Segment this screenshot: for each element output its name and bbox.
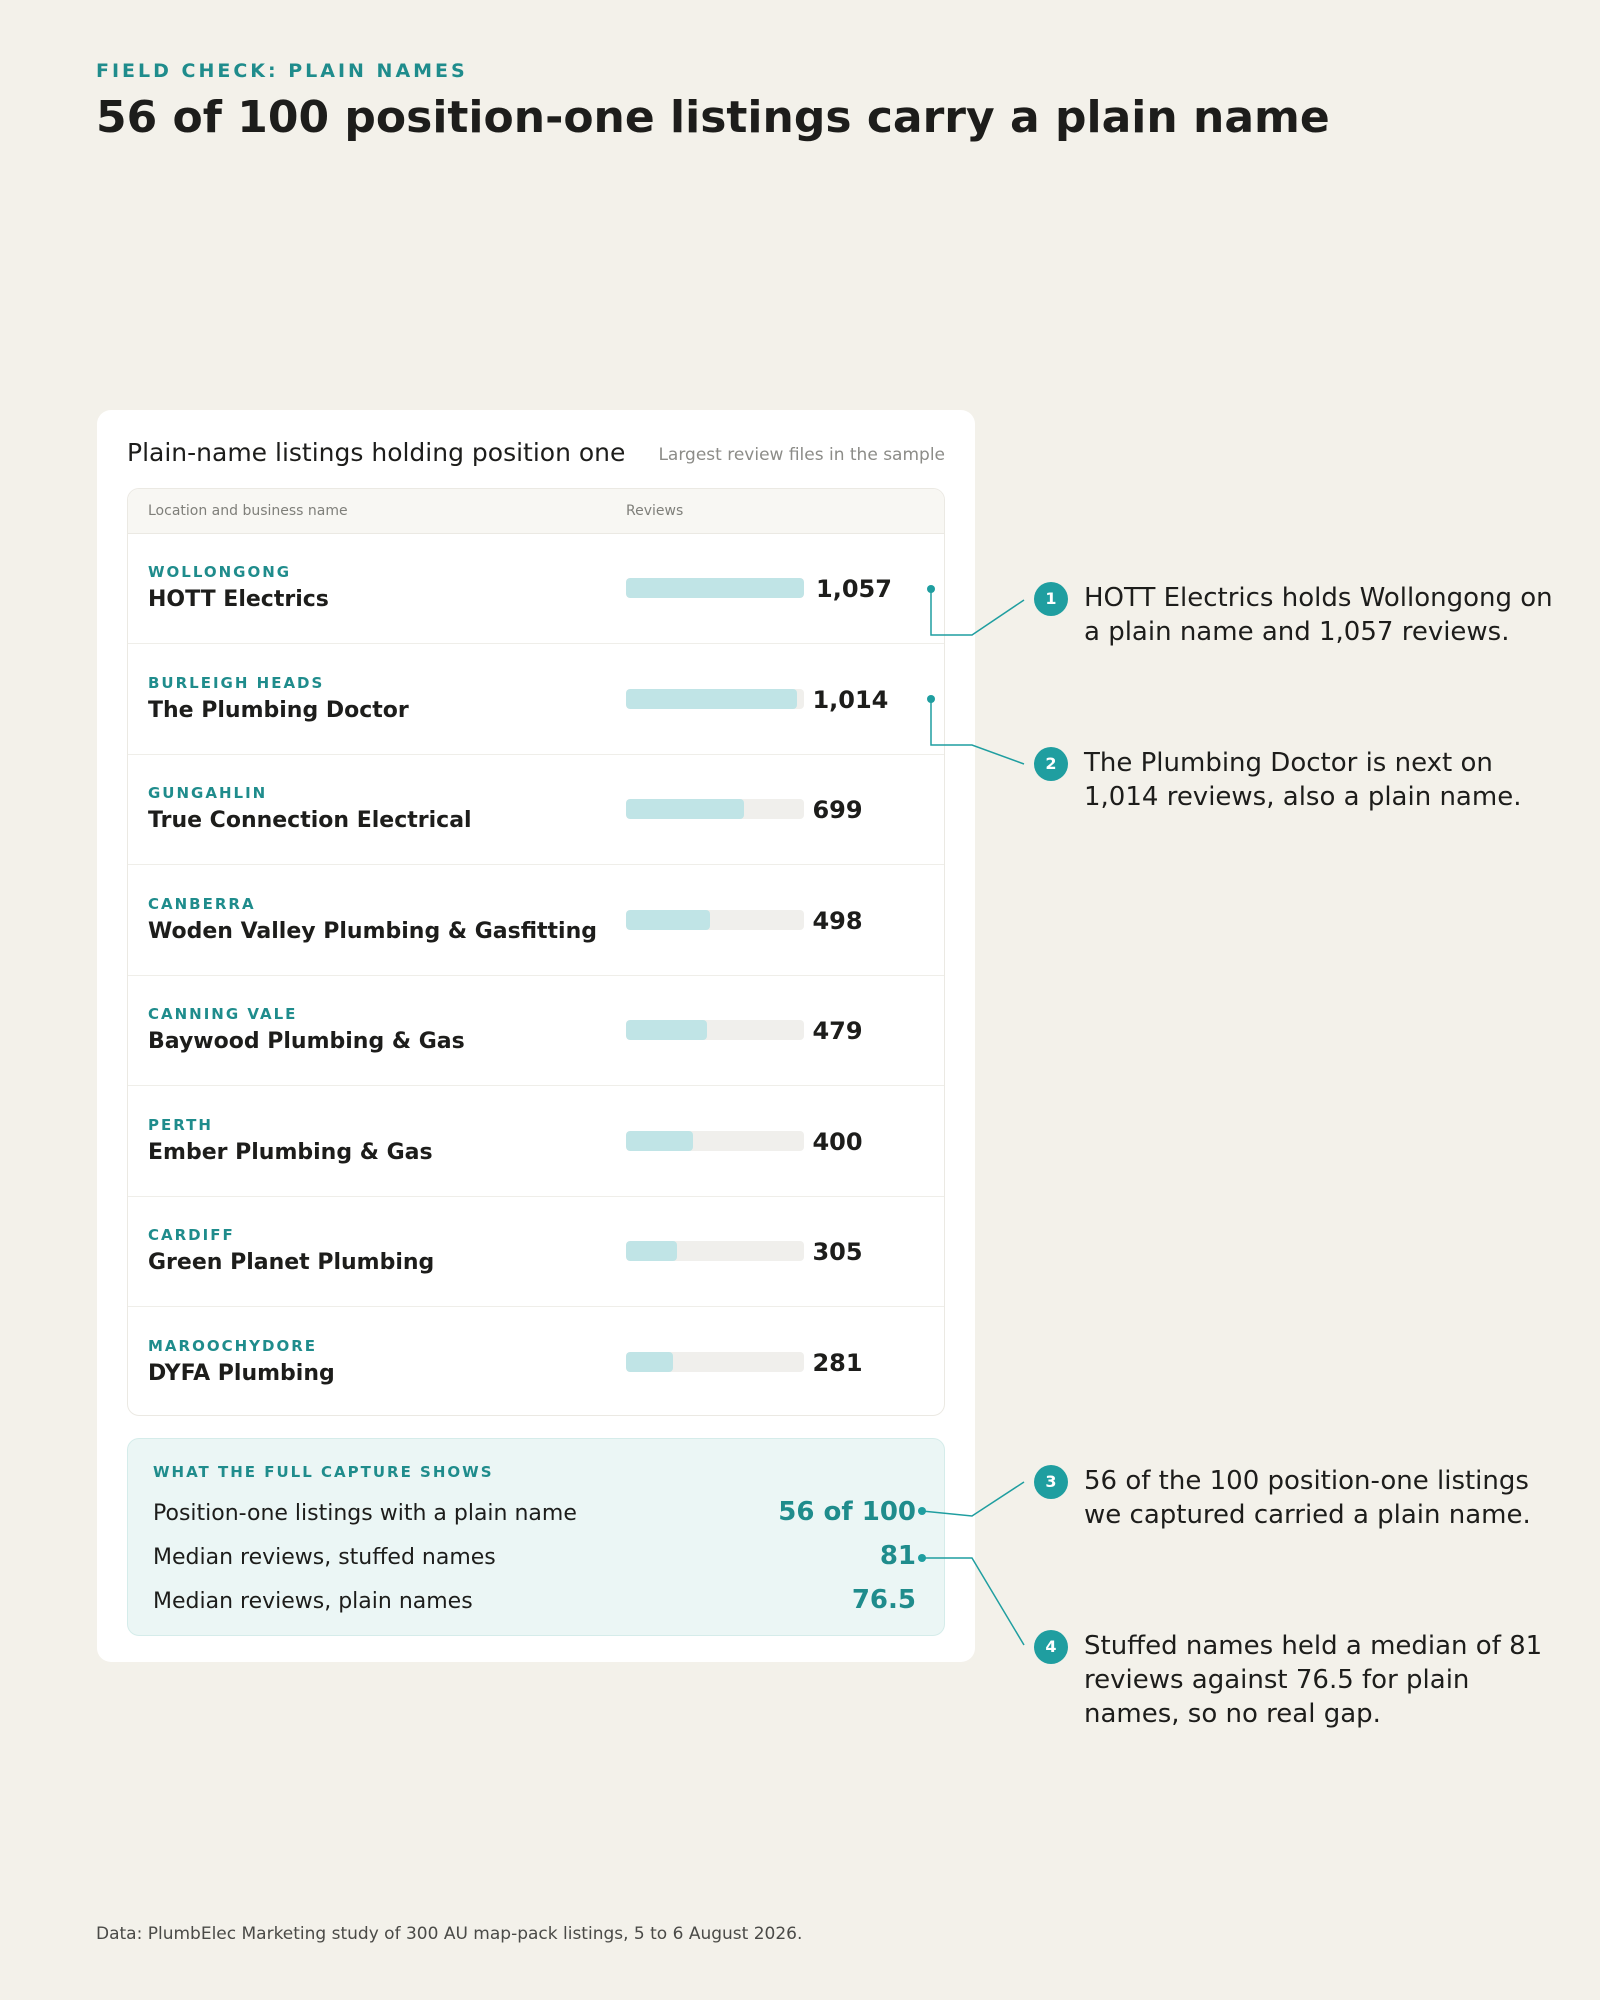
review-bar bbox=[626, 1020, 707, 1040]
listing-row bbox=[128, 1086, 944, 1197]
review-bar-track bbox=[626, 910, 804, 930]
card-title: Plain-name listings holding position one bbox=[127, 438, 626, 467]
source-note: Data: PlumbElec Marketing study of 300 AU map-pack listings, 5 to 6 August 2026. bbox=[96, 1924, 803, 1944]
review-bar-track bbox=[626, 1020, 804, 1040]
review-count: 305 bbox=[812, 1238, 863, 1266]
review-bar bbox=[626, 1241, 677, 1261]
card-subtitle: Largest review files in the sample bbox=[658, 445, 945, 465]
listing-row bbox=[128, 1196, 944, 1307]
review-bar-track bbox=[626, 1352, 804, 1372]
location-label: GUNGAHLIN bbox=[148, 784, 268, 802]
review-bar bbox=[626, 578, 804, 598]
review-bar-track bbox=[626, 689, 804, 709]
review-bar bbox=[626, 910, 710, 930]
review-count: 1,014 bbox=[812, 685, 889, 714]
business-name: Woden Valley Plumbing & Gasfitting bbox=[148, 918, 598, 944]
listing-row bbox=[128, 533, 944, 644]
business-name: The Plumbing Doctor bbox=[148, 697, 409, 723]
review-bar bbox=[626, 1131, 693, 1151]
listing-row bbox=[128, 865, 944, 976]
business-name: DYFA Plumbing bbox=[148, 1360, 335, 1386]
review-bar bbox=[626, 689, 797, 709]
business-name: Baywood Plumbing & Gas bbox=[148, 1029, 465, 1054]
eyebrow-label: FIELD CHECK: PLAIN NAMES bbox=[96, 60, 468, 82]
location-label: BURLEIGH HEADS bbox=[148, 673, 325, 692]
annotation-text: 56 of the 100 position-one listings we captured carried a plain name. bbox=[1084, 1466, 1531, 1530]
location-label: WOLLONGONG bbox=[148, 563, 292, 581]
review-bar-track bbox=[626, 1131, 804, 1151]
listings-card bbox=[97, 410, 975, 1662]
annotation-text: Stuffed names held a median of 81 reviews against 76.5 for plain names, so no real gap. bbox=[1084, 1631, 1543, 1729]
summary-row bbox=[128, 1493, 944, 1533]
review-bar-track bbox=[626, 1241, 804, 1261]
listing-row bbox=[128, 644, 944, 755]
review-count: 498 bbox=[812, 906, 863, 935]
location-label: MAROOCHYDORE bbox=[148, 1336, 318, 1355]
listings-table bbox=[127, 488, 945, 1416]
annotation-badge: 1 bbox=[1034, 582, 1068, 616]
column-header-name: Location and business name bbox=[148, 503, 348, 519]
summary-label: Median reviews, stuffed names bbox=[153, 1545, 496, 1570]
annotation-badge: 4 bbox=[1034, 1630, 1068, 1664]
summary-row bbox=[128, 1581, 944, 1621]
listing-row bbox=[128, 754, 944, 865]
summary-box bbox=[127, 1438, 945, 1636]
review-bar bbox=[626, 1352, 673, 1372]
column-header-reviews: Reviews bbox=[626, 503, 684, 519]
summary-heading: WHAT THE FULL CAPTURE SHOWS bbox=[153, 1463, 494, 1481]
summary-value: 81 bbox=[879, 1541, 916, 1571]
table-header bbox=[128, 489, 944, 534]
review-count: 479 bbox=[812, 1017, 863, 1045]
business-name: Green Planet Plumbing bbox=[148, 1250, 435, 1275]
review-count: 281 bbox=[812, 1348, 863, 1377]
location-label: PERTH bbox=[148, 1115, 213, 1134]
business-name: HOTT Electrics bbox=[148, 587, 329, 612]
listing-row bbox=[128, 975, 944, 1086]
summary-label: Median reviews, plain names bbox=[153, 1589, 473, 1614]
location-label: CARDIFF bbox=[148, 1226, 235, 1244]
review-bar-track bbox=[626, 578, 804, 598]
annotation-badge: 3 bbox=[1034, 1465, 1068, 1499]
listing-row bbox=[128, 1307, 944, 1417]
review-count: 1,057 bbox=[816, 575, 892, 603]
summary-label: Position-one listings with a plain name bbox=[153, 1501, 577, 1526]
review-bar-track bbox=[626, 799, 804, 819]
review-count: 699 bbox=[812, 796, 863, 824]
business-name: True Connection Electrical bbox=[148, 808, 472, 833]
summary-value: 56 of 100 bbox=[778, 1497, 916, 1527]
location-label: CANBERRA bbox=[148, 894, 256, 913]
summary-row bbox=[128, 1537, 944, 1577]
review-count: 400 bbox=[812, 1127, 863, 1156]
annotation-text: HOTT Electrics holds Wollongong on a plain name and 1,057 reviews. bbox=[1084, 583, 1553, 647]
business-name: Ember Plumbing & Gas bbox=[148, 1139, 433, 1165]
location-label: CANNING VALE bbox=[148, 1005, 298, 1023]
annotation-badge: 2 bbox=[1034, 747, 1068, 781]
annotation-text: The Plumbing Doctor is next on 1,014 reviews, also a plain name. bbox=[1084, 748, 1522, 812]
summary-value: 76.5 bbox=[851, 1585, 916, 1615]
review-bar bbox=[626, 799, 744, 819]
page-headline: 56 of 100 position-one listings carry a plain name bbox=[96, 92, 1330, 143]
